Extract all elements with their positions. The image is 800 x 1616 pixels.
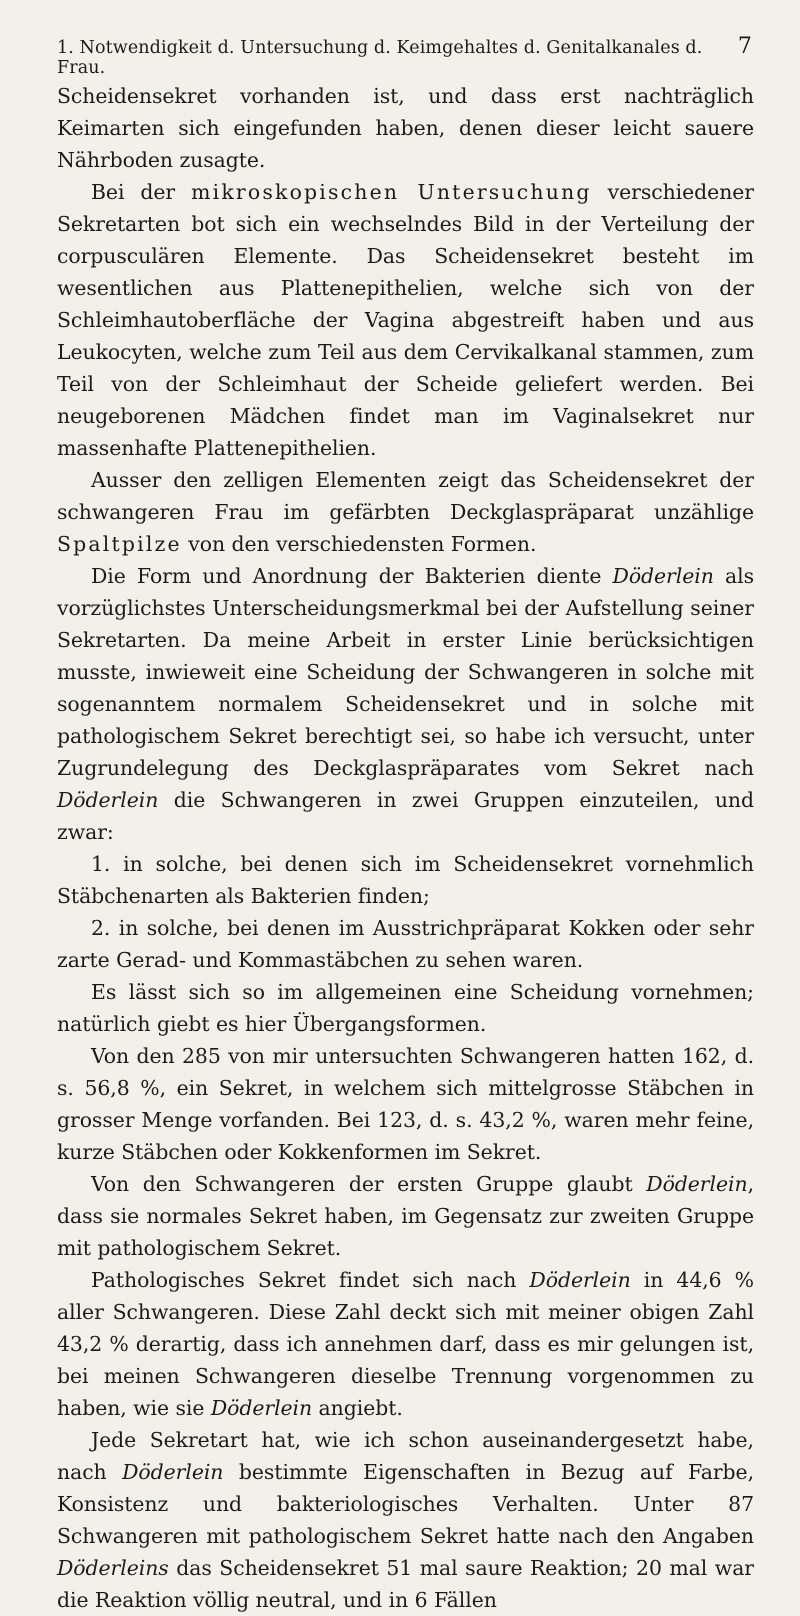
text-run: Scheidensekret vorhanden ist, und dass erst nachträglich Keimarten sich eingefunden haben, denen dieser leicht sauere Nährboden zusagte. [57, 84, 754, 172]
text-run: Es lässt sich so im allgemeinen eine Scheidung vornehmen; natürlich giebt es hier Übergangsformen. [57, 980, 754, 1036]
running-head-title: 1. Notwendigkeit d. Untersuchung d. Keimgehaltes d. Genitalkanales d. Frau. [57, 38, 703, 78]
italic-name: Döderlein [529, 1268, 631, 1292]
text-run: die Schwangeren in zwei Gruppen einzuteilen, und zwar: [57, 788, 754, 844]
text-run: von den verschiedensten Formen. [181, 532, 537, 556]
paragraph [57, 1424, 754, 1616]
spaced-emphasis: Spaltpilze [57, 532, 182, 556]
italic-name: Döderlein [612, 564, 714, 588]
italic-name: Döderlein [646, 1172, 748, 1196]
text-run: in 44,6 % aller Schwangeren. Diese Zahl deckt sich mit meiner obigen Zahl 43,2 % derartig, dass ich annehmen darf, dass es mir gelungen ist, bei meinen Schwangeren dieselbe Trennung vorgenommen zu haben, wie sie [57, 1268, 754, 1420]
page-number: 7 [737, 34, 752, 59]
text-run: 1. in solche, bei denen sich im Scheidensekret vornehmlich Stäbchenarten als Bakterien finden; [57, 852, 754, 908]
paragraph [57, 912, 754, 976]
paragraph [57, 976, 754, 1040]
text-run: Die Form und Anordnung der Bakterien diente [91, 564, 613, 588]
body-text [57, 80, 754, 1616]
running-head [57, 34, 754, 78]
text-run: verschiedener Sekretarten bot sich ein wechselndes Bild in der Verteilung der corpusculären Elemente. Das Scheidensekret besteht im wesentlichen aus Plattenepithelien, welche sich von der Schleimhautoberfläche der Vagina abgestreift haben und aus Leukocyten, welche zum Teil aus dem Cervikalkanal stammen, zum Teil von der Schleimhaut der Scheide geliefert werden. Bei neugeborenen Mädchen findet man im Vaginalsekret nur massenhafte Plattenepithelien. [57, 180, 754, 460]
spaced-emphasis: mikroskopischen Untersuchung [191, 180, 592, 204]
paragraph [57, 80, 754, 176]
paragraph [57, 464, 754, 560]
text-run: das Scheidensekret 51 mal saure Reaktion; 20 mal war die Reaktion völlig neutral, und in 6 Fällen [57, 1556, 754, 1612]
paragraph [57, 848, 754, 912]
paragraph [57, 560, 754, 848]
text-run: Bei der [91, 180, 192, 204]
text-run: Jede Sekretart hat, wie ich schon auseinandergesetzt habe, nach [57, 1428, 754, 1484]
italic-name: Döderleins [57, 1556, 169, 1580]
text-run: Ausser den zelligen Elementen zeigt das Scheidensekret der schwangeren Frau im gefärbten Deckglaspräparat unzählige [57, 468, 754, 524]
paragraph [57, 1264, 754, 1424]
text-run: , dass sie normales Sekret haben, im Gegensatz zur zweiten Gruppe mit pathologischem Sekret. [57, 1172, 754, 1260]
paragraph [57, 176, 754, 464]
paragraph [57, 1040, 754, 1168]
paragraph [57, 1168, 754, 1264]
text-run: bestimmte Eigenschaften in Bezug auf Farbe, Konsistenz und bakteriologisches Verhalten. Unter 87 Schwangeren mit pathologischem Sekret hatte nach den Angaben [57, 1460, 754, 1548]
text-run: Pathologisches Sekret findet sich nach [91, 1268, 530, 1292]
italic-name: Döderlein [122, 1460, 224, 1484]
italic-name: Döderlein [210, 1396, 313, 1420]
text-run: Von den Schwangeren der ersten Gruppe glaubt [91, 1172, 647, 1196]
text-run: angiebt. [312, 1396, 403, 1420]
text-run: als vorzüglichstes Unterscheidungsmerkmal bei der Aufstellung seiner Sekretarten. Da meine Arbeit in erster Linie berücksichtigen musste, inwieweit eine Scheidung der Schwangeren in solche mit sogenanntem normalem Scheidensekret und in solche mit pathologischem Sekret berechtigt sei, so habe ich versucht, unter Zugrundelegung des Deckglaspräparates vom Sekret nach [57, 564, 754, 780]
text-run: 2. in solche, bei denen im Ausstrichpräparat Kokken oder sehr zarte Gerad- und Kommastäbchen zu sehen waren. [57, 916, 754, 972]
text-run: Von den 285 von mir untersuchten Schwangeren hatten 162, d. s. 56,8 %, ein Sekret, in welchem sich mittelgrosse Stäbchen in grosser Menge vorfanden. Bei 123, d. s. 43,2 %, waren mehr feine, kurze Stäbchen oder Kokkenformen im Sekret. [57, 1044, 754, 1164]
italic-name: Döderlein [57, 788, 159, 812]
